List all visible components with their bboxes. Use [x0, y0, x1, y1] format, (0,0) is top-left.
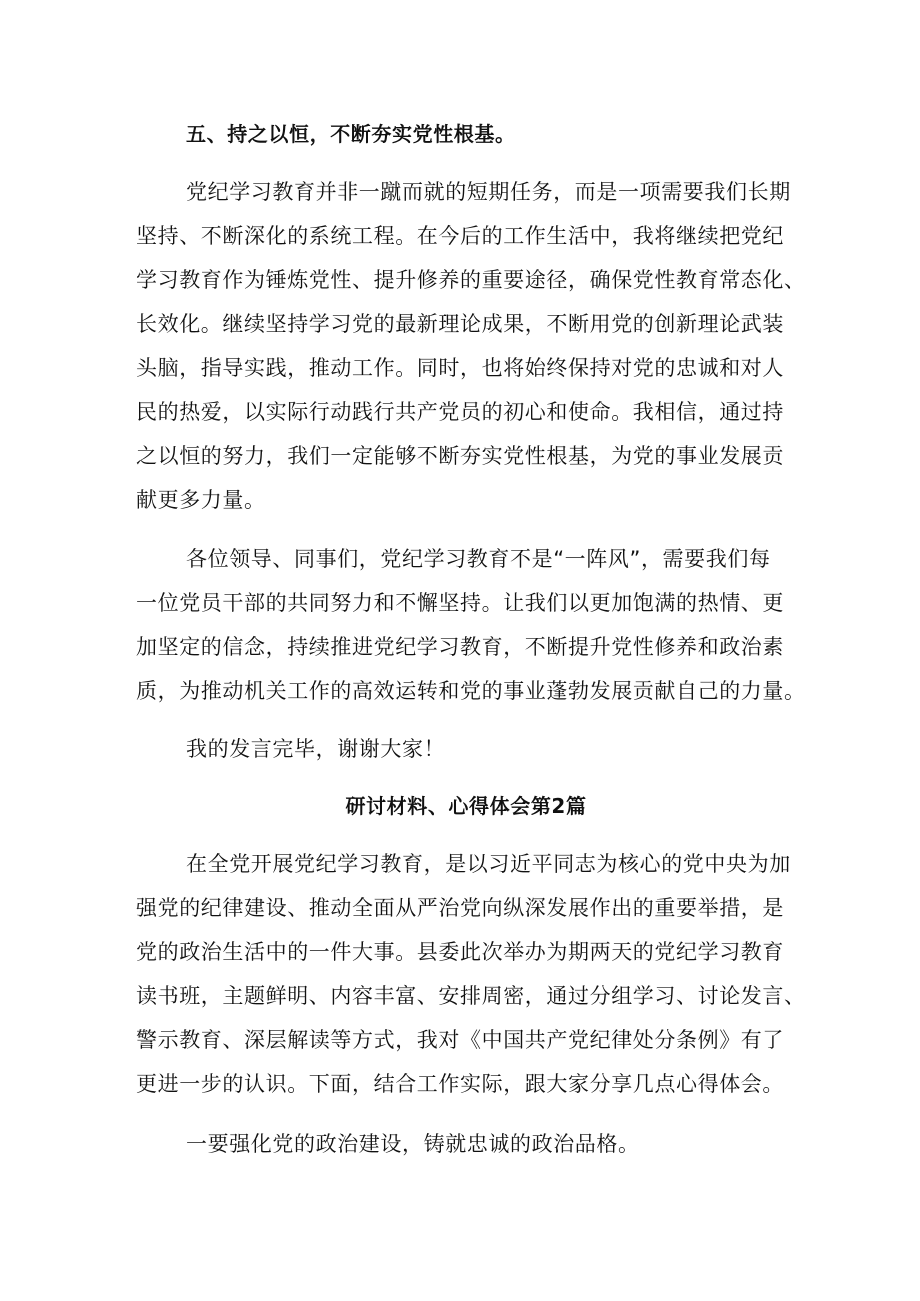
paragraph-line: 强党的纪律建设、推动全面从严治党向纵深发展作出的重要举措，是	[136, 896, 784, 920]
paragraph-line: 头脑，指导实践，推动工作。同时，也将始终保持对党的忠诚和对人	[136, 356, 784, 380]
paragraph-1	[136, 170, 806, 522]
article-2-title-block	[136, 784, 796, 828]
point-1-text: 一要强化党的政治建设，铸就忠诚的政治品格。	[186, 1132, 640, 1156]
paragraph-line: 更进一步的认识。下面，结合工作实际，跟大家分享几点心得体会。	[136, 1072, 784, 1096]
paragraph-line: 之以恒的努力，我们一定能够不断夯实党性根基，为党的事业发展贡	[136, 444, 784, 468]
paragraph-line: 坚持、不断深化的系统工程。在今后的工作生活中，我将继续把党纪	[136, 224, 784, 248]
section-5-heading: 五、持之以恒，不断夯实党性根基。	[186, 122, 516, 146]
paragraph-line: 献更多力量。	[136, 488, 266, 512]
paragraph-line: 在全党开展党纪学习教育，是以习近平同志为核心的党中央为加	[186, 852, 791, 876]
paragraph-line: 党纪学习教育并非一蹴而就的短期任务，而是一项需要我们长期	[186, 180, 791, 204]
paragraph-line: 各位领导、同事们，党纪学习教育不是“一阵风”，需要我们每	[186, 547, 771, 571]
paragraph-line: 一位党员干部的共同努力和不懈坚持。让我们以更加饱满的热情、更	[136, 591, 784, 615]
paragraph-line: 党的政治生活中的一件大事。县委此次举办为期两天的党纪学习教育	[136, 940, 784, 964]
paragraph-line: 读书班，主题鲜明、内容丰富、安排周密，通过分组学习、讨论发言、	[136, 984, 806, 1008]
paragraph-line: 民的热爱，以实际行动践行共产党员的初心和使命。我相信，通过持	[136, 400, 784, 424]
paragraph-line: 警示教育、深层解读等方式，我对《中国共产党纪律处分条例》有了	[136, 1028, 784, 1052]
paragraph-line: 加坚定的信念，持续推进党纪学习教育，不断提升党性修养和政治素	[136, 635, 784, 659]
paragraph-2	[136, 537, 806, 713]
paragraph-line: 学习教育作为锤炼党性、提升修养的重要途径，确保党性教育常态化、	[136, 268, 806, 292]
point-1-block	[136, 1122, 796, 1166]
section-5-heading-block	[136, 112, 796, 156]
closing-block	[136, 727, 796, 771]
closing-text: 我的发言完毕，谢谢大家！	[186, 737, 446, 761]
paragraph-line: 质，为推动机关工作的高效运转和党的事业蓬勃发展贡献自己的力量。	[136, 679, 806, 703]
article-2-title: 研讨材料、心得体会第2篇	[345, 794, 587, 818]
paragraph-line: 长效化。继续坚持学习党的最新理论成果，不断用党的创新理论武装	[136, 312, 784, 336]
paragraph-3	[136, 842, 806, 1106]
